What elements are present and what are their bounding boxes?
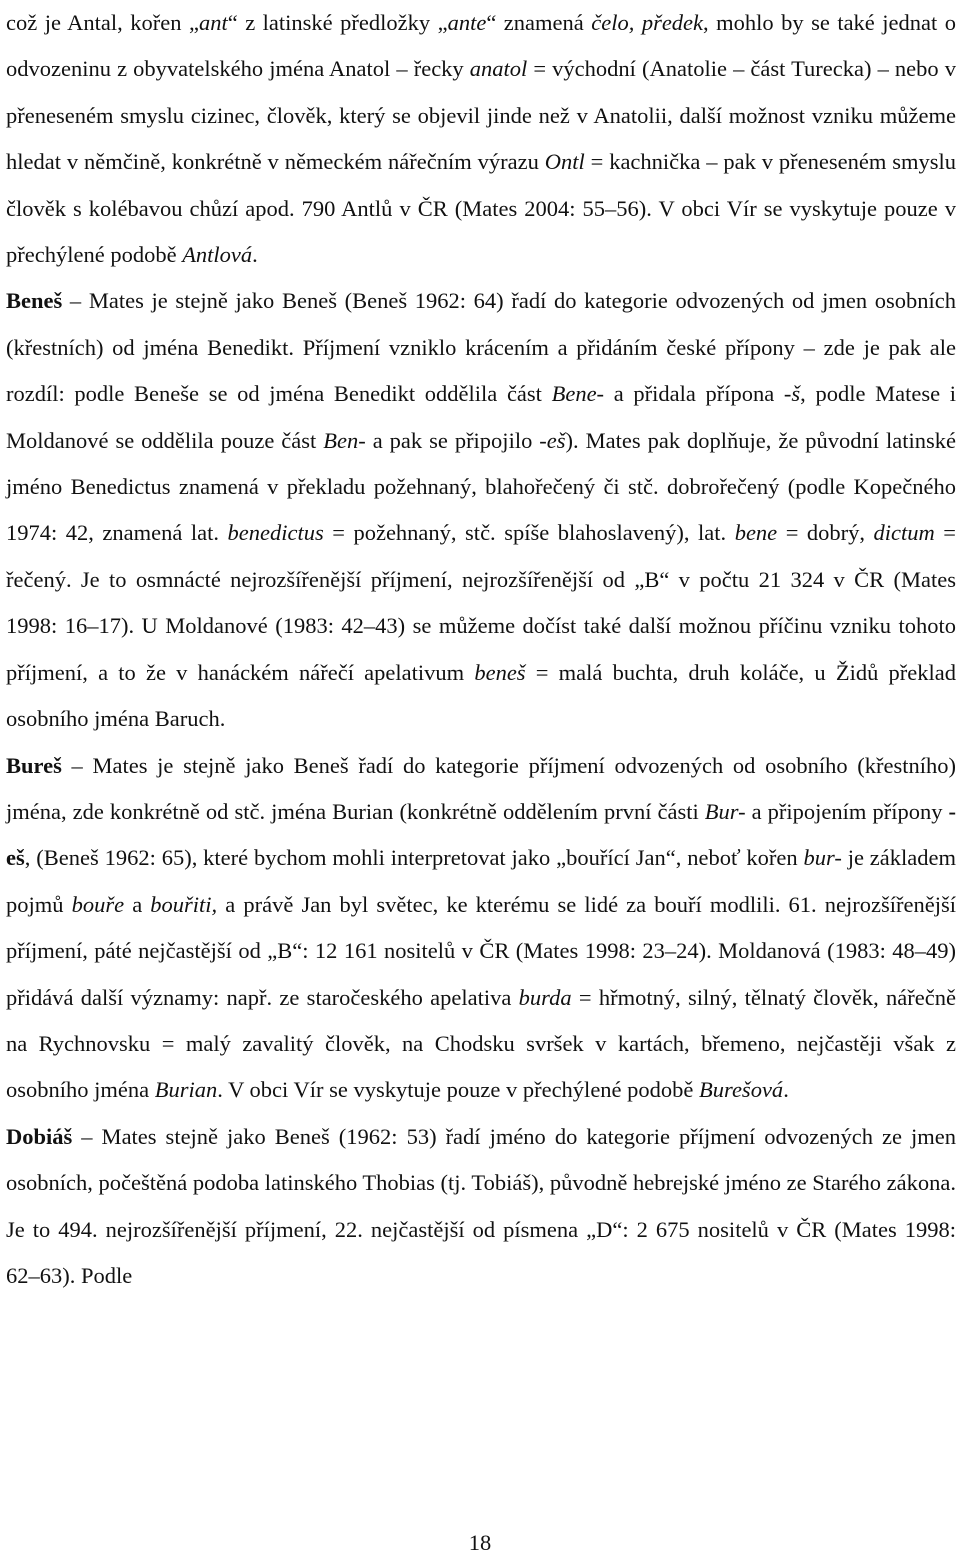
italic-term: bouře	[71, 891, 125, 917]
text-run: .	[783, 1077, 789, 1103]
text-run: , podle Matese i Moldanové se oddělila pouze část	[6, 381, 957, 453]
italic-term: bur-	[803, 845, 842, 871]
text-run: , (Beneš 1962: 65), které bychom mohli interpretovat jako „bouřící Jan“, neboť kořen	[24, 845, 804, 871]
italic-term: bene	[734, 520, 778, 546]
page-number: 18	[468, 1530, 492, 1555]
text-run: což je Antal, kořen „	[6, 10, 199, 35]
italic-term: čelo, předek	[591, 10, 704, 35]
italic-term: -š	[783, 381, 801, 407]
entry-term: Beneš	[6, 288, 63, 314]
italic-term: Bur-	[704, 798, 746, 824]
text-run: “ z latinské předložky „	[227, 10, 448, 35]
italic-term: Ontl	[544, 149, 585, 175]
text-run: – Mates je stejně jako Beneš (Beneš 1962: 64) řadí do kategorie odvozených od jmen osobních (křestních) od jména Benedikt. Příjmení vzniklo krácením a přidáním české přípony – zde je pak ale rozdíl: podle Beneše se od jména Benedikt oddělila část	[6, 288, 956, 407]
italic-term: Burešová	[699, 1077, 784, 1103]
italic-term: anatol	[469, 56, 528, 82]
italic-term: Ben-	[323, 427, 366, 453]
text-run: a připojením přípony	[745, 798, 949, 824]
italic-term: Burian	[154, 1077, 218, 1103]
text-run: = řečený. Je to osmnácté nejrozšířenější příjmení, nejrozšířenější od „B“ v počtu 21 324 v ČR (Mates 1998: 16–17). U Moldanové (1983: 42–43) se můžeme dočíst také další možnou příčinu vzniku tohoto příjmení, a to že v hanáckém nářečí apelativum	[6, 520, 956, 685]
paragraph-benes	[6, 278, 956, 742]
text-run: .	[252, 242, 258, 268]
text-run: = východní (Anatolie – část Turecka) – nebo v přeneseném smyslu cizinec, člověk, který se objevil jinde než v Anatolii, další možnost vzniku můžeme hledat v němčině, konkrétně v německém nářečním výrazu	[6, 56, 956, 175]
text-run: , mohlo by se také jednat o odvozeninu z obyvatelského jména Anatol – řecky	[6, 10, 956, 82]
text-run: = požehnaný, stč. spíše blahoslavený), lat.	[323, 520, 735, 546]
italic-term: beneš	[474, 659, 526, 685]
italic-term: ant	[198, 10, 228, 35]
paragraph-antal	[6, 0, 956, 278]
text-run: a pak se připojilo	[365, 427, 540, 453]
text-run: – Mates je stejně jako Beneš řadí do kategorie příjmení odvozených od osobního (křestního) jména, zde konkrétně od stč. jména Burian (konkrétně oddělením první části	[6, 752, 956, 824]
italic-term: Antlová	[182, 242, 253, 268]
paragraph-bures	[6, 743, 956, 1114]
text-run: a přidala přípona	[604, 381, 784, 407]
entry-term: Dobiáš	[6, 1123, 73, 1149]
entry-term: -eš	[6, 798, 956, 871]
italic-term: dictum	[873, 520, 935, 546]
text-run: a právě Jan byl světec, ke kterému se lidé za bouří modlili. 61. nejrozšířenější příjmení, páté nejčastější od „B“: 12 161 nositelů v ČR (Mates 1998: 23–24). Moldanová (1983: 48–49) přidává další významy: např. ze staročeského apelativa	[6, 891, 956, 1010]
italic-term: benedictus	[227, 520, 324, 546]
italic-term: burda	[518, 984, 572, 1010]
document-page	[6, 0, 956, 1299]
text-run: = hřmotný, silný, tělnatý člověk, nářečně na Rychnovsku = malý zavalitý člověk, na Chodsku svršek v kartách, břemeno, nejčastěji však z osobního jména	[6, 984, 956, 1103]
italic-term: -eš	[539, 427, 566, 453]
italic-term: bouřiti,	[150, 891, 218, 917]
paragraph-dobias	[6, 1114, 956, 1300]
text-run: = dobrý,	[777, 520, 874, 546]
text-run: = kachnička – pak v přeneseném smyslu člověk s kolébavou chůzí apod. 790 Antlů v ČR (Mates 2004: 55–56). V obci Vír se vyskytuje pouze v přechýlené podobě	[6, 149, 956, 268]
text-run: – Mates stejně jako Beneš (1962: 53) řadí jméno do kategorie příjmení odvozených ze jmen osobních, počeštěná podoba latinského Thobias (tj. Tobiáš), původně hebrejské jméno ze Starého zákona. Je to 494. nejrozšířenější příjmení, 22. nejčastější od písmena „D“: 2 675 nositelů v ČR (Mates 1998: 62–63). Podle	[6, 1123, 956, 1288]
entry-term: Bureš	[6, 752, 62, 778]
italic-term: ante	[447, 10, 487, 35]
text-run: “ znamená	[486, 10, 592, 35]
text-run: . V obci Vír se vyskytuje pouze v přechýlené podobě	[217, 1077, 700, 1103]
text-run: = malá buchta, druh koláče, u Židů překlad osobního jména Baruch.	[6, 659, 957, 732]
text-run: je základem pojmů	[6, 845, 956, 917]
italic-term: Bene-	[551, 381, 605, 407]
text-run: ). Mates pak doplňuje, že původní latinské jméno Benedictus znamená v překladu požehnaný, blahořečený či stč. dobrořečený (podle Kopečného 1974: 42, znamená lat.	[6, 427, 957, 546]
text-run: a	[124, 891, 151, 917]
